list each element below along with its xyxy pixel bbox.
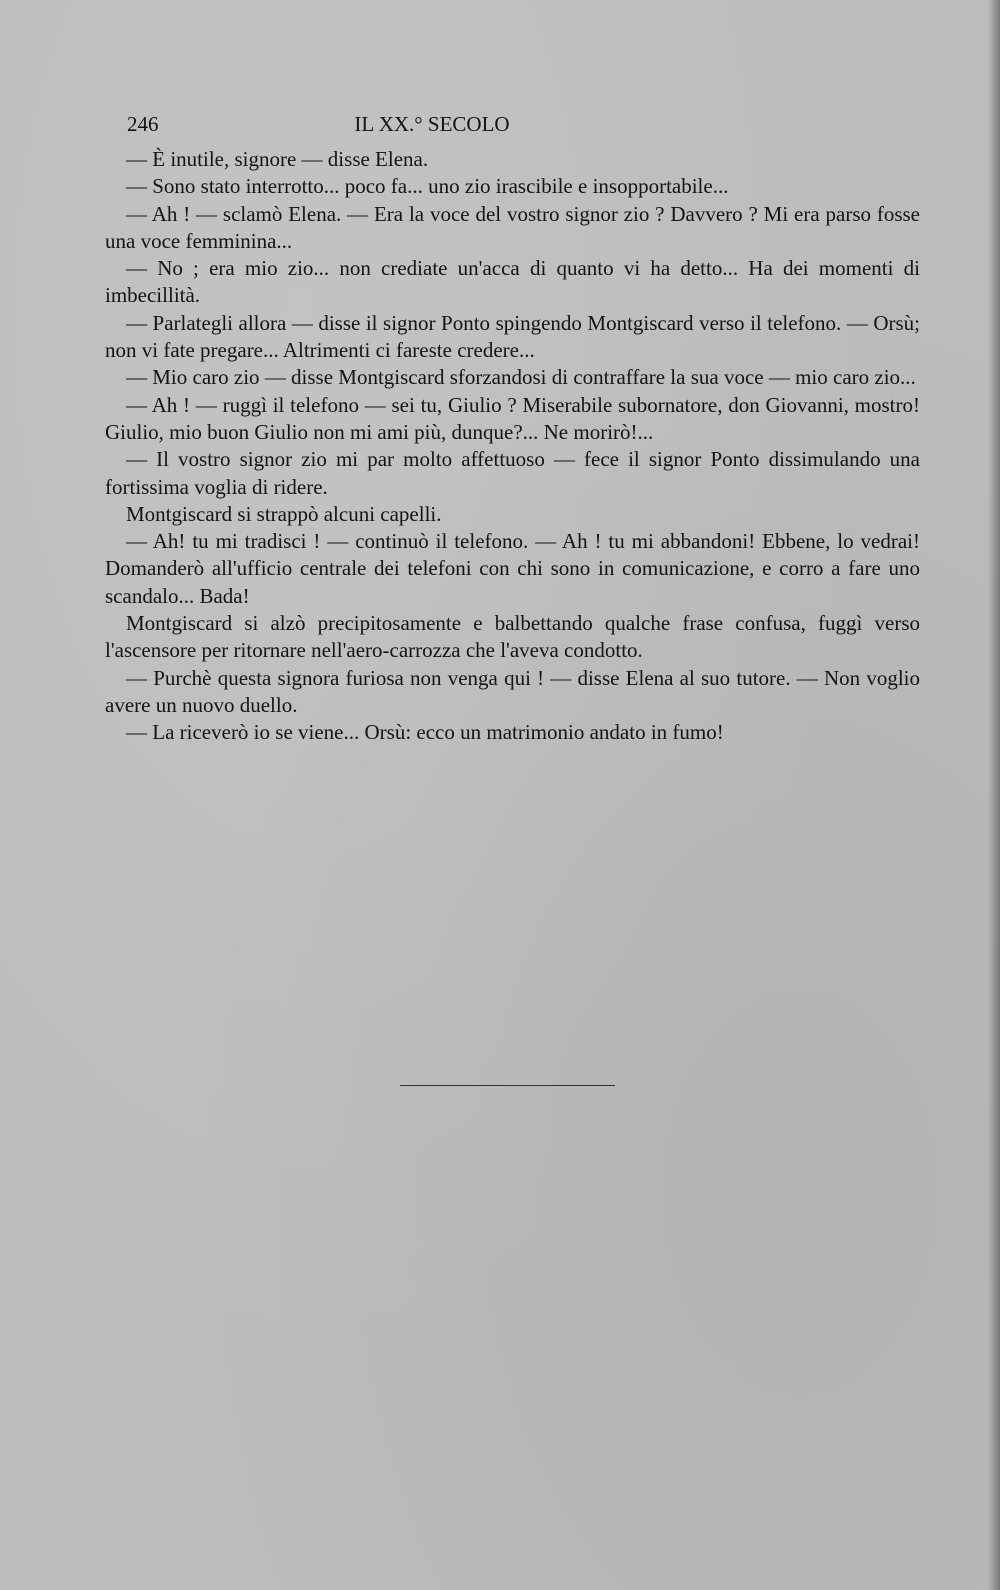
paragraph: — Purchè questa signora furiosa non venga qui ! — disse Elena al suo tutore. — Non voglio avere un nuovo duello. [105, 665, 920, 717]
paragraph: — Ah ! — ruggì il telefono — sei tu, Giulio ? Miserabile subornatore, don Giovanni, mostro! Giulio, mio buon Giulio non mi ami più, dunque?... Ne morirò!... [105, 392, 920, 444]
page-number: 246 [127, 112, 159, 136]
paragraph: Montgiscard si strappò alcuni capelli. [126, 501, 442, 526]
body-text [105, 146, 920, 747]
paragraph: — Il vostro signor zio mi par molto affettuoso — fece il signor Ponto dissimulando una fortissima voglia di ridere. [105, 447, 920, 499]
paragraph: — Ah! tu mi tradisci ! — continuò il telefono. — Ah ! tu mi abbandoni! Ebbene, lo vedrai! Domanderò all'ufficio centrale dei telefoni con chi sono in comunicazione, e corro a fare uno scandalo... Bada! [105, 529, 920, 608]
paragraph: Montgiscard si alzò precipitosamente e balbettando qualche frase confusa, fuggì verso l'ascensore per ritornare nell'aero-carrozza che l'aveva condotto. [105, 611, 920, 663]
page-edge-shadow [988, 0, 1000, 1590]
paragraph: — Parlategli allora — disse il signor Ponto spingendo Montgiscard verso il telefono. — Orsù; non vi fate pregare... Altrimenti ci fareste credere... [105, 310, 920, 363]
running-head: IL XX.° SECOLO [354, 112, 510, 136]
page-header [127, 112, 597, 138]
paragraph: — La riceverò io se viene... Orsù: ecco un matrimonio andato in fumo! [126, 720, 724, 745]
paragraph: — Ah ! — sclamò Elena. — Era la voce del vostro signor zio ? Davvero ? Mi era parso fosse una voce femminina... [105, 201, 920, 253]
paragraph: — È inutile, signore — disse Elena. [126, 147, 429, 171]
paragraph: — Mio caro zio — disse Montgiscard sforzandosi di contraffare la sua voce — mio caro zio... [126, 365, 916, 390]
paragraph: — No ; era mio zio... non crediate un'acca di quanto vi ha detto... Ha dei momenti di imbecillità. [105, 256, 920, 308]
section-divider-rule [400, 1085, 615, 1086]
paragraph: — Sono stato interrotto... poco fa... uno zio irascibile e insopportabile... [126, 174, 729, 199]
